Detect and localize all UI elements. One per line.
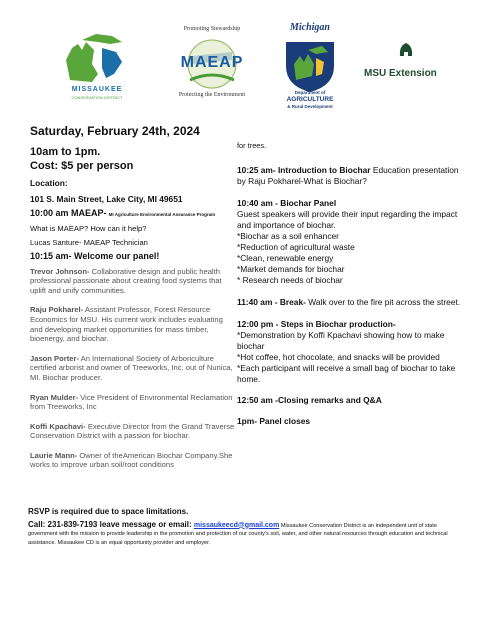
intro-session: [237, 165, 467, 187]
panelist-desc: Vice President of Environmental Reclamation from Treeworks, Inc: [30, 392, 233, 412]
mdard-logo: [270, 22, 350, 112]
maeap-session-time: 10:00 am MAEAP-: [30, 208, 107, 219]
panelist-ryan: [30, 393, 235, 412]
maeap-session: [30, 209, 235, 220]
mdard-line1: Department of: [294, 90, 326, 95]
michigan-shield-icon: [270, 34, 350, 94]
msu-extension-logo: [360, 36, 450, 86]
panel-closes: 1pm- Panel closes: [237, 416, 311, 426]
panelist-trevor: [30, 267, 235, 296]
for-trees: for trees.: [237, 141, 267, 150]
panelist-koffi: [30, 422, 235, 441]
panelist-desc: Assistant Professor, Forest Resource Economics for MSU. His current work includes evaluating and developing market opportunities for mass timber, bioenergy, and biochar.: [30, 305, 223, 344]
rsvp-notice: RSVP is required due to space limitations.: [28, 507, 189, 516]
missaukee-sub: CONSERVATION DISTRICT: [71, 95, 123, 100]
right-column: [237, 165, 467, 427]
panelist-name: Raju Pokharel-: [30, 305, 84, 315]
closing-remarks: 12:50 am -Closing remarks and Q&A: [237, 395, 382, 405]
maeap-program-name: MI Agriculture Environmental Assurance Program: [108, 212, 216, 218]
michigan-map-icon: [52, 30, 142, 86]
panelist-desc: An International Society of Arboriculture certified arborist and owner of Treeworks, Inc. out of Nunica, MI. Biochar producer.: [30, 353, 233, 382]
panelist-desc: Collaborative design and public health professional passionate about creating food systems that uplift and unify communities.: [30, 266, 222, 295]
call-text: Call: 231-839-7193 leave message or email:: [28, 519, 194, 529]
email-link[interactable]: missaukeecd@gmail.com: [193, 521, 280, 529]
panelist-jason: [30, 354, 235, 383]
mdard-state: Michigan: [289, 22, 330, 33]
maeap-bottom: Protecting the Environment: [178, 92, 246, 98]
panelist-desc: Executive Director from the Grand Traverse Conservation District with a passion for biochar.: [30, 421, 235, 441]
panel-point: *Market demands for biochar: [237, 264, 345, 274]
intro-time: 10:25 am- Introduction to Biochar: [237, 165, 371, 175]
steps-point: *Demonstration by Koffi Kpachavi showing how to make biochar: [237, 330, 445, 351]
maeap-logo: [162, 24, 262, 110]
panel-desc: Guest speakers will provide their input regarding the impact and importance of biochar.: [237, 209, 458, 230]
msu-extension-name: MSU Extension: [364, 68, 437, 79]
panelist-name: Koffi Kpachavi-: [30, 421, 86, 431]
panelist-name: Ryan Mulder-: [30, 392, 79, 402]
event-cost: Cost: $5 per person: [30, 160, 134, 172]
panel-point: *Biochar as a soil enhancer: [237, 231, 339, 241]
district-statement: Missaukee Conservation District is an independent unit of state government with the mission to provide leadership in the promotion and protection of our county's soil, water, and other natural resources through education and technical assistance. Missaukee CD is an equal opportunity provider and employer.: [28, 522, 448, 546]
event-address: 101 S. Main Street, Lake City, MI 49651: [30, 193, 183, 204]
panelist-name: Trevor Johnson-: [30, 266, 90, 276]
panelist-raju: [30, 305, 235, 343]
missaukee-name: MISSAUKEE: [71, 86, 123, 93]
intro-desc: Education presentation by Raju Pokharel-What is Biochar?: [237, 165, 459, 186]
panel-point: * Research needs of biochar: [237, 275, 343, 285]
spartan-helmet-icon: [396, 40, 416, 60]
panelist-desc: Owner of theAmerican Biochar Company.She works to improve urban soil/root conditions: [30, 450, 233, 470]
break-time: 11:40 am - Break-: [237, 297, 306, 307]
left-column: [30, 124, 235, 470]
panelist-name: Laurie Mann-: [30, 450, 78, 460]
maeap-name: MAEAP: [180, 54, 244, 71]
panel-time: 10:40 am - Biochar Panel: [237, 198, 337, 208]
break-desc: Walk over to the fire pit across the street.: [305, 297, 461, 307]
mdard-line2: AGRICULTURE: [286, 96, 334, 103]
mdard-line3: & Rural Development: [287, 104, 333, 109]
event-date: Saturday, February 24th, 2024: [30, 124, 200, 138]
event-time: 10am to 1pm.: [30, 146, 101, 158]
steps-time: 12:00 pm - Steps in Biochar production-: [237, 319, 396, 329]
steps-point: *Hot coffee, hot chocolate, and snacks will be provided: [237, 352, 440, 362]
maeap-question: What is MAEAP? How can it help?: [30, 223, 147, 233]
footer: [28, 508, 468, 547]
steps-point: *Each participant will receive a small bag of biochar to take home.: [237, 363, 456, 384]
panel-point: *Reduction of agricultural waste: [237, 242, 355, 252]
missaukee-logo: [52, 30, 142, 108]
maeap-technician: Lucas Santure- MAEAP Technician: [30, 238, 148, 248]
location-label: Location:: [30, 178, 68, 188]
maeap-top: Promoting Stewardship: [183, 26, 241, 32]
welcome-panel: 10:15 am- Welcome our panel!: [30, 250, 160, 261]
panelist-laurie: [30, 451, 235, 470]
logo-bar: [0, 22, 490, 112]
contact-line: [28, 521, 468, 548]
panelist-name: Jason Porter-: [30, 353, 79, 363]
break-session: [237, 297, 467, 308]
panel-point: *Clean, renewable energy: [237, 253, 334, 263]
